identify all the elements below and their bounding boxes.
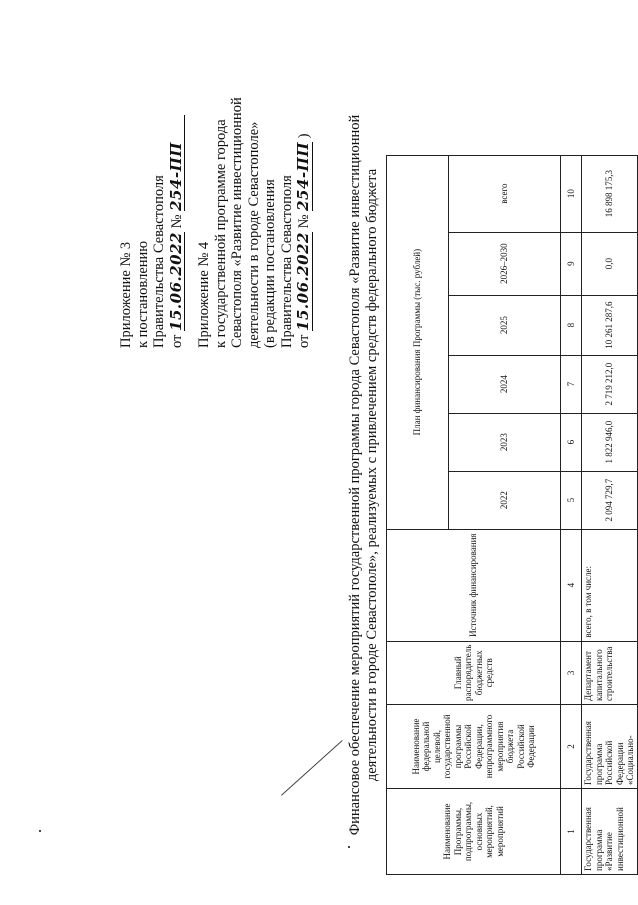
annex4-line2: к государственной программе города	[212, 119, 229, 348]
table-row	[582, 155, 638, 874]
title-line2: деятельности в городе Севастополе», реализуемых с привлечением средств федерального бюджета	[363, 168, 380, 782]
row-program-name: Государственная программа «Развитие инвестиционной	[582, 789, 638, 875]
col-number: 5	[561, 471, 582, 529]
scan-dot	[39, 830, 41, 832]
scan-dot	[348, 846, 350, 848]
col-number: 10	[561, 155, 582, 232]
header-total: всего	[449, 155, 561, 232]
row-value-2022: 2 094 729,7	[582, 471, 638, 529]
annex4-date-line	[295, 97, 313, 348]
row-value-2026-2030: 0,0	[582, 232, 638, 295]
col-number: 8	[561, 295, 582, 355]
document-title	[347, 95, 380, 855]
annex4-block	[196, 97, 313, 348]
annex3-line3: Правительства Севастополя	[151, 175, 167, 348]
annex3-number: 254-ПП	[168, 115, 186, 211]
annex4-number: 254-ПП	[294, 142, 312, 211]
header-funding-source: Источник финансирования	[387, 529, 561, 641]
row-value-2025: 10 261 287,6	[582, 295, 638, 355]
header-year-2023: 2023	[449, 413, 561, 471]
annex4-closing: )	[296, 133, 312, 139]
annex3-number-label: №	[168, 214, 185, 229]
annex3-block	[118, 115, 185, 348]
annex3-line1: Приложение № 3	[118, 241, 134, 348]
col-number: 9	[561, 232, 582, 295]
row-funding-source: всего, в том числе:	[582, 529, 638, 641]
column-numbers-row	[561, 155, 582, 874]
annex4-number-label: №	[296, 214, 312, 229]
header-year-2026-2030: 2026–2030	[449, 232, 561, 295]
annex3-date-line	[168, 115, 186, 348]
annex3-from-label: от	[168, 334, 185, 348]
col-number: 3	[561, 641, 582, 704]
annex4-line3: Севастополя «Развитие инвестиционной	[229, 97, 245, 348]
row-value-total: 16 898 175,3	[582, 155, 638, 232]
header-year-2025: 2025	[449, 295, 561, 355]
header-program-name: Наименование Программы, подпрограммы, основных мероприятий, мероприятий	[387, 789, 561, 875]
header-federal-program: Наименование федеральной целевой, государственной программы Российской Федерации, непрограммного мероприятия бюджета Российской Федерации	[387, 705, 561, 789]
header-plan: План финансирования Программы (тыс. рублей)	[387, 155, 449, 529]
col-number: 6	[561, 413, 582, 471]
annex4-line5: (в редакции постановления	[262, 179, 278, 348]
col-number: 1	[561, 789, 582, 875]
header-row-1	[387, 155, 449, 874]
annex3-date: 15.06.2022	[166, 232, 185, 331]
header-year-2022: 2022	[449, 471, 561, 529]
header-year-2024: 2024	[449, 355, 561, 413]
annex4-line4: деятельности в городе Севастополе»	[245, 121, 262, 348]
row-federal-program: Государственная программа Российской Федерации «Социально-	[582, 705, 638, 789]
annex4-date: 15.06.2022	[294, 232, 312, 331]
col-number: 4	[561, 529, 582, 641]
row-budget-manager: Департамент капитального строительства	[582, 641, 638, 704]
annex3-line2: к постановлению	[134, 240, 151, 348]
col-number: 7	[561, 355, 582, 413]
col-number: 2	[561, 705, 582, 789]
row-value-2024: 2 719 212,0	[582, 355, 638, 413]
funding-table	[386, 155, 638, 875]
annex4-line6: Правительства Севастополя	[278, 175, 295, 348]
title-line1: Финансовое обеспечение мероприятий государственной программы города Севастополя «Развитие инвестиционной	[347, 114, 363, 836]
row-value-2023: 1 822 946,0	[582, 413, 638, 471]
annex4-line1: Приложение № 4	[196, 241, 212, 348]
annex4-from-label: от	[296, 334, 312, 348]
header-budget-manager: Главный распорядитель бюджетных средств	[387, 641, 561, 704]
